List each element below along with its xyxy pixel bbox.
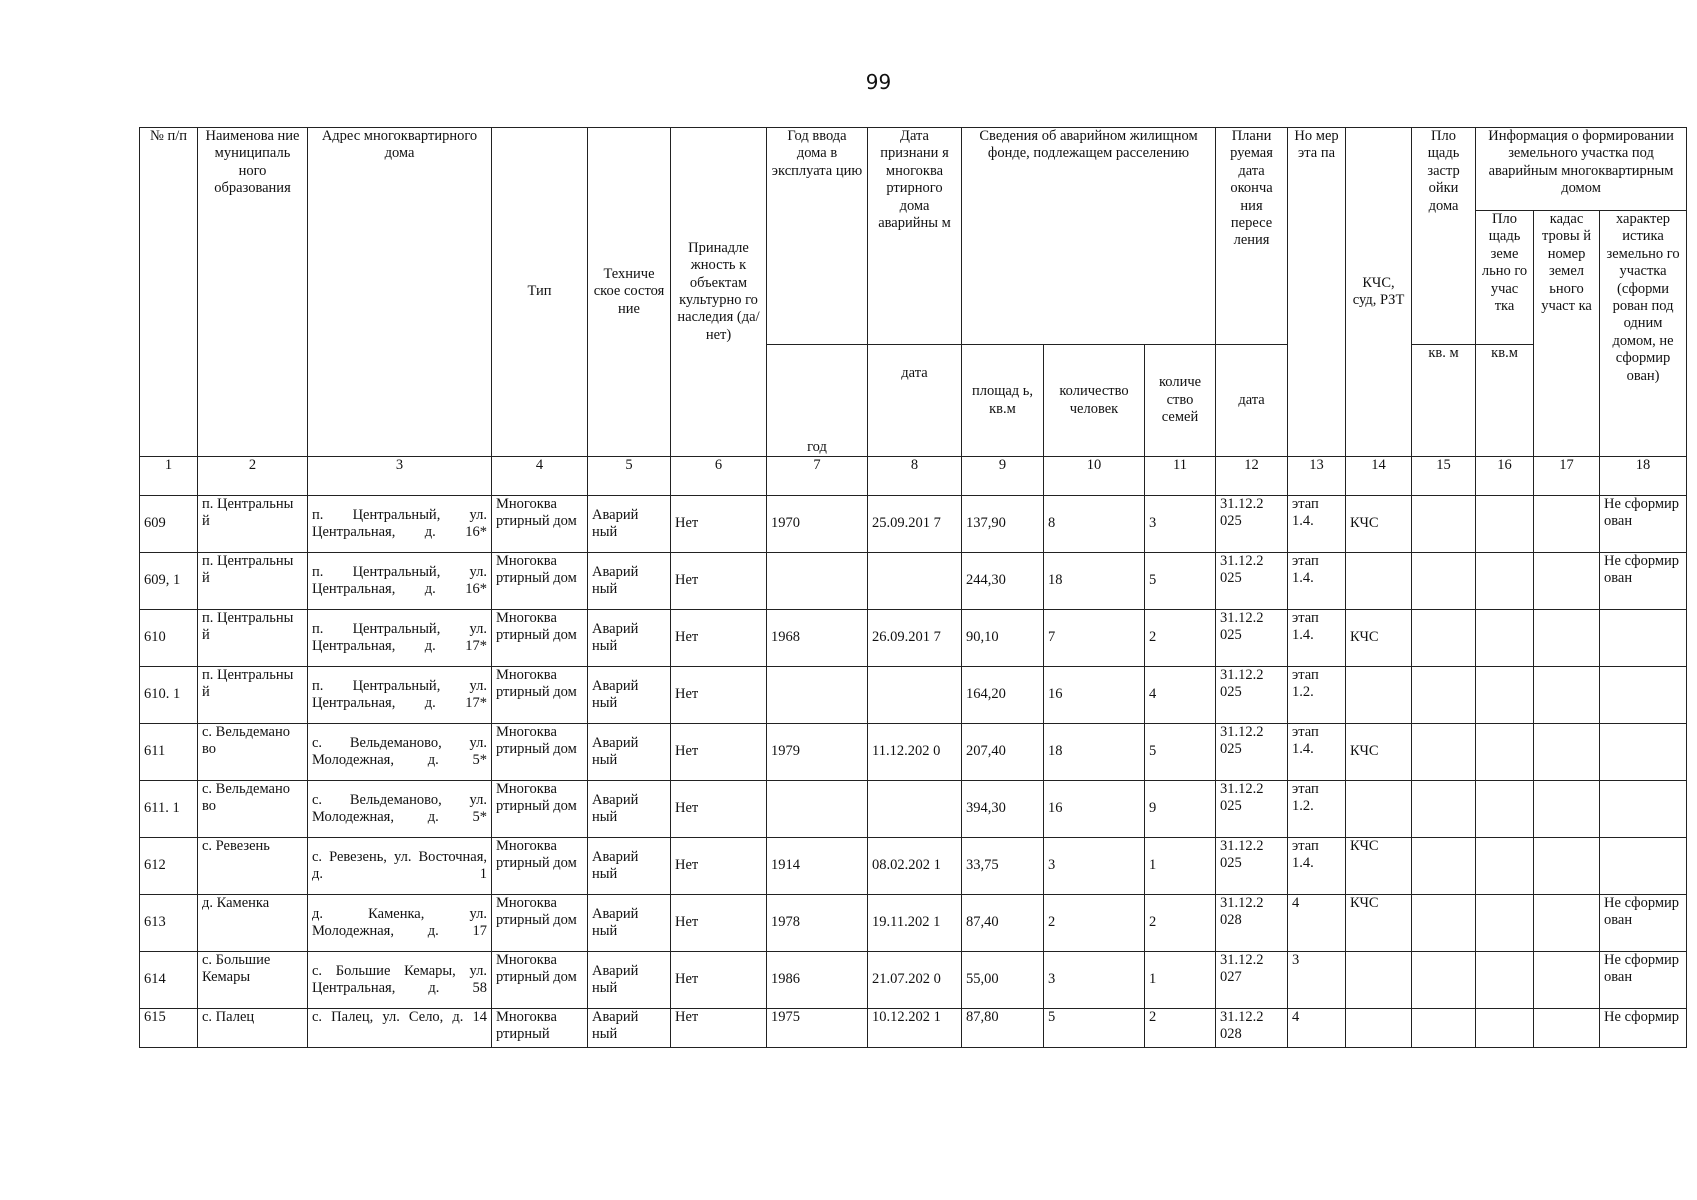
area-cell: 164,20 <box>962 667 1044 724</box>
column-numbers-row <box>140 457 1687 496</box>
families-cell: 5 <box>1145 724 1216 781</box>
people-cell: 18 <box>1044 724 1145 781</box>
column-number: 4 <box>492 457 588 496</box>
stage-cell: этап 1.2. <box>1288 667 1346 724</box>
address-cell: п. Центральный, ул. Центральная, д. 16* <box>308 496 492 553</box>
header-date-unit: дата <box>868 345 962 457</box>
page-number: 99 <box>865 70 892 94</box>
type-cell: Многоква ртирный дом <box>492 496 588 553</box>
recognition-date-cell: 08.02.202 1 <box>868 838 962 895</box>
column-number: 17 <box>1534 457 1600 496</box>
header-building-area: Пло щадь застр ойки дома <box>1412 128 1476 345</box>
state-cell: Аварий ный <box>588 895 671 952</box>
people-cell: 2 <box>1044 895 1145 952</box>
families-cell: 2 <box>1145 1009 1216 1048</box>
recognition-date-cell: 10.12.202 1 <box>868 1009 962 1048</box>
municipality-cell: с. Палец <box>198 1009 308 1048</box>
plot-characteristic-cell: Не сформир ован <box>1600 895 1687 952</box>
people-cell: 18 <box>1044 553 1145 610</box>
heritage-cell: Нет <box>671 724 767 781</box>
header-cadastral-number: кадас тровы й номер земел ьного участ ка <box>1534 211 1600 457</box>
row-number: 612 <box>140 838 198 895</box>
heritage-cell: Нет <box>671 667 767 724</box>
planned-date-cell: 31.12.2 028 <box>1216 895 1288 952</box>
cadastral-number-cell <box>1534 610 1600 667</box>
kchs-cell <box>1346 553 1412 610</box>
municipality-cell: с. Вельдемано во <box>198 781 308 838</box>
municipality-cell: п. Центральны й <box>198 667 308 724</box>
row-number: 610. 1 <box>140 667 198 724</box>
type-cell: Многоква ртирный дом <box>492 895 588 952</box>
heritage-cell: Нет <box>671 895 767 952</box>
plot-area-cell <box>1476 610 1534 667</box>
area-cell: 394,30 <box>962 781 1044 838</box>
plot-characteristic-cell: Не сформир <box>1600 1009 1687 1048</box>
type-cell: Многоква ртирный дом <box>492 610 588 667</box>
families-cell: 2 <box>1145 895 1216 952</box>
plot-area-cell <box>1476 724 1534 781</box>
families-cell: 3 <box>1145 496 1216 553</box>
recognition-date-cell <box>868 553 962 610</box>
kchs-cell <box>1346 952 1412 1009</box>
stage-cell: 4 <box>1288 895 1346 952</box>
row-number: 609, 1 <box>140 553 198 610</box>
header-plot-area: Пло щадь земе льно го учас тка <box>1476 211 1534 345</box>
plot-area-cell <box>1476 895 1534 952</box>
header-plot-characteristic: характер истика земельно го участка (сформи рован под одним домом, не сформир ован) <box>1600 211 1687 457</box>
column-number: 11 <box>1145 457 1216 496</box>
state-cell: Аварий ный <box>588 724 671 781</box>
area-cell: 90,10 <box>962 610 1044 667</box>
header-planned-date-unit: дата <box>1216 345 1288 457</box>
column-number: 16 <box>1476 457 1534 496</box>
table-body <box>140 496 1687 1048</box>
year-cell: 1979 <box>767 724 868 781</box>
stage-cell: 4 <box>1288 1009 1346 1048</box>
people-cell: 7 <box>1044 610 1145 667</box>
column-number: 14 <box>1346 457 1412 496</box>
recognition-date-cell: 26.09.201 7 <box>868 610 962 667</box>
header-year: Год ввода дома в эксплуата цию <box>767 128 868 345</box>
column-number: 7 <box>767 457 868 496</box>
row-number: 611 <box>140 724 198 781</box>
row-number: 615 <box>140 1009 198 1048</box>
state-cell: Аварий ный <box>588 667 671 724</box>
area-cell: 207,40 <box>962 724 1044 781</box>
column-number: 9 <box>962 457 1044 496</box>
stage-cell: этап 1.2. <box>1288 781 1346 838</box>
people-cell: 16 <box>1044 781 1145 838</box>
stage-cell: этап 1.4. <box>1288 724 1346 781</box>
row-number: 610 <box>140 610 198 667</box>
plot-area-cell <box>1476 781 1534 838</box>
area-cell: 87,40 <box>962 895 1044 952</box>
emergency-housing-table <box>139 127 1687 1048</box>
plot-characteristic-cell <box>1600 610 1687 667</box>
header-stage: Но мер эта па <box>1288 128 1346 457</box>
row-number: 614 <box>140 952 198 1009</box>
header-building-area-unit: кв. м <box>1412 345 1476 457</box>
type-cell: Многоква ртирный дом <box>492 553 588 610</box>
address-cell: с. Вельдеманово, ул. Молодежная, д. 5* <box>308 724 492 781</box>
row-number: 609 <box>140 496 198 553</box>
kchs-cell <box>1346 667 1412 724</box>
area-cell: 244,30 <box>962 553 1044 610</box>
plot-characteristic-cell: Не сформир ован <box>1600 952 1687 1009</box>
families-cell: 4 <box>1145 667 1216 724</box>
year-cell: 1968 <box>767 610 868 667</box>
column-number: 12 <box>1216 457 1288 496</box>
heritage-cell: Нет <box>671 610 767 667</box>
stage-cell: этап 1.4. <box>1288 496 1346 553</box>
plot-area-cell <box>1476 496 1534 553</box>
cadastral-number-cell <box>1534 667 1600 724</box>
state-cell: Аварий ный <box>588 553 671 610</box>
state-cell: Аварий ный <box>588 496 671 553</box>
address-cell: с. Большие Кемары, ул. Центральная, д. 58 <box>308 952 492 1009</box>
state-cell: Аварий ный <box>588 610 671 667</box>
header-people-unit: количество человек <box>1044 345 1145 457</box>
cadastral-number-cell <box>1534 1009 1600 1048</box>
families-cell: 5 <box>1145 553 1216 610</box>
column-number: 6 <box>671 457 767 496</box>
cadastral-number-cell <box>1534 838 1600 895</box>
recognition-date-cell <box>868 667 962 724</box>
header-address: Адрес многоквартирного дома <box>308 128 492 457</box>
table-row <box>140 610 1687 667</box>
year-cell <box>767 667 868 724</box>
building-area-cell <box>1412 895 1476 952</box>
address-cell: п. Центральный, ул. Центральная, д. 16* <box>308 553 492 610</box>
heritage-cell: Нет <box>671 553 767 610</box>
building-area-cell <box>1412 1009 1476 1048</box>
people-cell: 3 <box>1044 952 1145 1009</box>
kchs-cell: КЧС <box>1346 838 1412 895</box>
stage-cell: этап 1.4. <box>1288 838 1346 895</box>
heritage-cell: Нет <box>671 1009 767 1048</box>
table-row <box>140 667 1687 724</box>
column-number: 2 <box>198 457 308 496</box>
year-cell <box>767 553 868 610</box>
table-row <box>140 496 1687 553</box>
kchs-cell: КЧС <box>1346 610 1412 667</box>
type-cell: Многоква ртирный дом <box>492 724 588 781</box>
families-cell: 1 <box>1145 952 1216 1009</box>
plot-characteristic-cell <box>1600 667 1687 724</box>
header-heritage: Принадле жность к объектам культурно го наследия (да/нет) <box>671 128 767 457</box>
stage-cell: этап 1.4. <box>1288 553 1346 610</box>
municipality-cell: с. Ревезень <box>198 838 308 895</box>
table-row <box>140 724 1687 781</box>
type-cell: Многоква ртирный дом <box>492 838 588 895</box>
kchs-cell: КЧС <box>1346 496 1412 553</box>
plot-area-cell <box>1476 838 1534 895</box>
table-row <box>140 1009 1687 1048</box>
header-municipality: Наименова ние муниципаль ного образования <box>198 128 308 457</box>
kchs-cell: КЧС <box>1346 724 1412 781</box>
planned-date-cell: 31.12.2 025 <box>1216 553 1288 610</box>
address-cell: п. Центральный, ул. Центральная, д. 17* <box>308 610 492 667</box>
table-row <box>140 895 1687 952</box>
municipality-cell: п. Центральны й <box>198 496 308 553</box>
year-cell: 1978 <box>767 895 868 952</box>
municipality-cell: п. Центральны й <box>198 553 308 610</box>
plot-characteristic-cell <box>1600 724 1687 781</box>
state-cell: Аварий ный <box>588 781 671 838</box>
cadastral-number-cell <box>1534 724 1600 781</box>
plot-characteristic-cell <box>1600 838 1687 895</box>
column-number: 18 <box>1600 457 1687 496</box>
recognition-date-cell: 21.07.202 0 <box>868 952 962 1009</box>
planned-date-cell: 31.12.2 025 <box>1216 838 1288 895</box>
stage-cell: этап 1.4. <box>1288 610 1346 667</box>
cadastral-number-cell <box>1534 781 1600 838</box>
families-cell: 9 <box>1145 781 1216 838</box>
building-area-cell <box>1412 610 1476 667</box>
header-kchs: КЧС, суд, РЗТ <box>1346 128 1412 457</box>
heritage-cell: Нет <box>671 838 767 895</box>
recognition-date-cell <box>868 781 962 838</box>
row-number: 611. 1 <box>140 781 198 838</box>
heritage-cell: Нет <box>671 781 767 838</box>
plot-characteristic-cell <box>1600 781 1687 838</box>
area-cell: 137,90 <box>962 496 1044 553</box>
building-area-cell <box>1412 838 1476 895</box>
header-type: Тип <box>492 128 588 457</box>
column-number: 3 <box>308 457 492 496</box>
header-state: Техниче ское состоя ние <box>588 128 671 457</box>
kchs-cell <box>1346 1009 1412 1048</box>
planned-date-cell: 31.12.2 025 <box>1216 667 1288 724</box>
municipality-cell: с. Вельдемано во <box>198 724 308 781</box>
planned-date-cell: 31.12.2 025 <box>1216 496 1288 553</box>
building-area-cell <box>1412 724 1476 781</box>
year-cell: 1986 <box>767 952 868 1009</box>
address-cell: д. Каменка, ул. Молодежная, д. 17 <box>308 895 492 952</box>
plot-area-cell <box>1476 952 1534 1009</box>
planned-date-cell: 31.12.2 027 <box>1216 952 1288 1009</box>
header-families-unit: количе ство семей <box>1145 345 1216 457</box>
plot-area-cell <box>1476 667 1534 724</box>
municipality-cell: д. Каменка <box>198 895 308 952</box>
building-area-cell <box>1412 781 1476 838</box>
municipality-cell: п. Центральны й <box>198 610 308 667</box>
plot-characteristic-cell: Не сформир ован <box>1600 496 1687 553</box>
state-cell: Аварий ный <box>588 952 671 1009</box>
column-number: 10 <box>1044 457 1145 496</box>
address-cell: с. Вельдеманово, ул. Молодежная, д. 5* <box>308 781 492 838</box>
column-number: 1 <box>140 457 198 496</box>
header-year-unit: год <box>767 345 868 457</box>
kchs-cell <box>1346 781 1412 838</box>
heritage-cell: Нет <box>671 496 767 553</box>
planned-date-cell: 31.12.2 028 <box>1216 1009 1288 1048</box>
type-cell: Многоква ртирный дом <box>492 781 588 838</box>
type-cell: Многоква ртирный <box>492 1009 588 1048</box>
header-plot-area-unit: кв.м <box>1476 345 1534 457</box>
planned-date-cell: 31.12.2 025 <box>1216 781 1288 838</box>
cadastral-number-cell <box>1534 952 1600 1009</box>
building-area-cell <box>1412 553 1476 610</box>
area-cell: 33,75 <box>962 838 1044 895</box>
planned-date-cell: 31.12.2 025 <box>1216 610 1288 667</box>
address-cell: с. Палец, ул. Село, д. 14 <box>308 1009 492 1048</box>
plot-area-cell <box>1476 553 1534 610</box>
recognition-date-cell: 11.12.202 0 <box>868 724 962 781</box>
people-cell: 3 <box>1044 838 1145 895</box>
state-cell: Аварий ный <box>588 838 671 895</box>
kchs-cell: КЧС <box>1346 895 1412 952</box>
row-number: 613 <box>140 895 198 952</box>
table-row <box>140 553 1687 610</box>
header-num: № п/п <box>140 128 198 457</box>
recognition-date-cell: 19.11.202 1 <box>868 895 962 952</box>
year-cell: 1970 <box>767 496 868 553</box>
stage-cell: 3 <box>1288 952 1346 1009</box>
municipality-cell: с. Большие Кемары <box>198 952 308 1009</box>
address-cell: п. Центральный, ул. Центральная, д. 17* <box>308 667 492 724</box>
people-cell: 8 <box>1044 496 1145 553</box>
plot-characteristic-cell: Не сформир ован <box>1600 553 1687 610</box>
state-cell: Аварий ный <box>588 1009 671 1048</box>
recognition-date-cell: 25.09.201 7 <box>868 496 962 553</box>
building-area-cell <box>1412 952 1476 1009</box>
year-cell: 1914 <box>767 838 868 895</box>
cadastral-number-cell <box>1534 895 1600 952</box>
building-area-cell <box>1412 667 1476 724</box>
year-cell: 1975 <box>767 1009 868 1048</box>
table-row <box>140 838 1687 895</box>
planned-date-cell: 31.12.2 025 <box>1216 724 1288 781</box>
area-cell: 87,80 <box>962 1009 1044 1048</box>
table-row <box>140 952 1687 1009</box>
header-recognition-date: Дата признани я многоква ртирного дома аварийны м <box>868 128 962 345</box>
column-number: 13 <box>1288 457 1346 496</box>
plot-area-cell <box>1476 1009 1534 1048</box>
address-cell: с. Ревезень, ул. Восточная, д. 1 <box>308 838 492 895</box>
families-cell: 2 <box>1145 610 1216 667</box>
families-cell: 1 <box>1145 838 1216 895</box>
header-row-1 <box>140 128 1687 211</box>
cadastral-number-cell <box>1534 553 1600 610</box>
header-area-unit: площад ь, кв.м <box>962 345 1044 457</box>
column-number: 15 <box>1412 457 1476 496</box>
year-cell <box>767 781 868 838</box>
heritage-cell: Нет <box>671 952 767 1009</box>
header-planned-date: Плани руемая дата оконча ния пересе ления <box>1216 128 1288 345</box>
header-land-plot-info: Информация о формировании земельного участка под аварийным многоквартирным домом <box>1476 128 1687 211</box>
people-cell: 16 <box>1044 667 1145 724</box>
type-cell: Многоква ртирный дом <box>492 952 588 1009</box>
column-number: 8 <box>868 457 962 496</box>
cadastral-number-cell <box>1534 496 1600 553</box>
column-number: 5 <box>588 457 671 496</box>
header-emergency-fund: Сведения об аварийном жилищном фонде, подлежащем расселению <box>962 128 1216 345</box>
type-cell: Многоква ртирный дом <box>492 667 588 724</box>
table-row <box>140 781 1687 838</box>
building-area-cell <box>1412 496 1476 553</box>
area-cell: 55,00 <box>962 952 1044 1009</box>
people-cell: 5 <box>1044 1009 1145 1048</box>
